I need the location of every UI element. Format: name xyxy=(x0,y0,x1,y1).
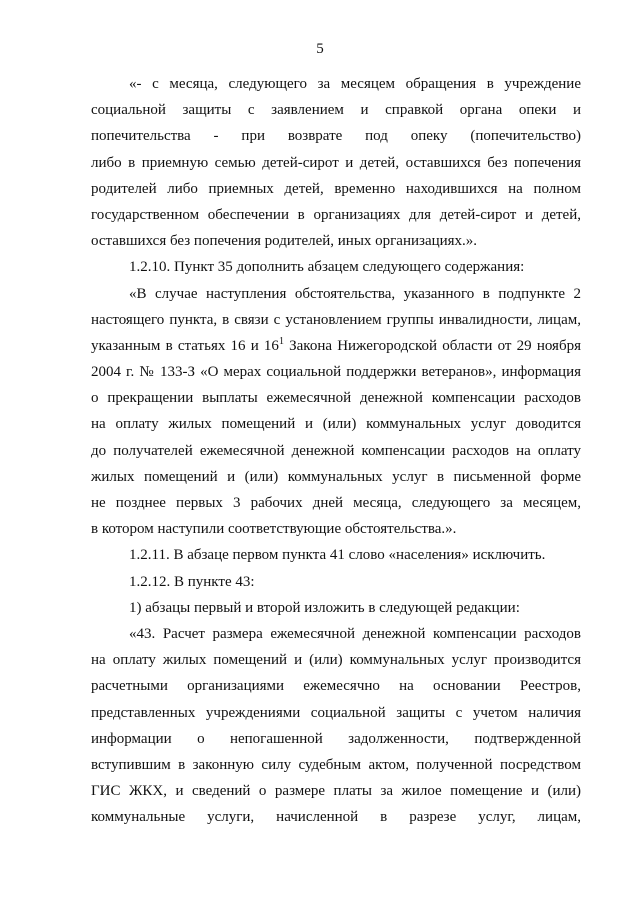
text-line: попечительства - при возврате под опеку (попечительство) xyxy=(91,128,581,145)
paragraph xyxy=(91,71,581,254)
text-line: расчетными организациями ежемесячно на основании Реестров, xyxy=(91,678,581,695)
text-line: оставшихся без попечения родителей, иных организациях.». xyxy=(91,233,478,250)
paragraph xyxy=(91,281,581,543)
text-line: «43. Расчет размера ежемесячной денежной компенсации расходов xyxy=(129,625,581,642)
text-line: жилых помещений и (или) коммунальных услуг в письменной форме xyxy=(91,468,581,485)
text-line: 1.2.11. В абзаце первом пункта 41 слово «населения» исключить. xyxy=(129,547,546,564)
text-line: «В случае наступления обстоятельства, указанного в подпункте 2 xyxy=(129,285,581,302)
page-number: 5 xyxy=(316,41,324,57)
text-line: на оплату жилых помещений и (или) коммунальных услуг производится xyxy=(91,652,581,669)
text-line: родителей либо приемных детей, временно находившихся на полном xyxy=(91,180,581,197)
paragraph xyxy=(91,569,581,595)
text-line: ГИС ЖКХ, и сведений о размере платы за жилое помещение и (или) xyxy=(91,783,581,800)
text-line: на оплату жилых помещений и (или) коммунальных услуг доводится xyxy=(91,416,581,433)
paragraph xyxy=(91,542,581,568)
text-line: «- с месяца, следующего за месяцем обращения в учреждение xyxy=(129,76,581,92)
text-line: вступившим в законную силу судебным актом, полученной посредством xyxy=(91,756,581,773)
paragraph xyxy=(91,621,581,831)
paragraph xyxy=(91,595,581,621)
text-line: 1) абзацы первый и второй изложить в следующей редакции: xyxy=(129,599,520,616)
text-fragment: Закона Нижегородской области от 29 ноября xyxy=(283,337,581,354)
text-line: коммунальные услуги, начисленной в разрезе услуг, лицам, xyxy=(91,809,581,826)
superscript: 1 xyxy=(278,335,284,347)
text-line: представленных учреждениями социальной защиты с учетом наличия xyxy=(91,704,581,721)
text-line-with-superscript xyxy=(91,333,581,359)
text-line: настоящего пункта, в связи с установлением группы инвалидности, лицам, xyxy=(91,311,581,328)
text-line: 1.2.12. В пункте 43: xyxy=(129,573,255,590)
text-line: государственном обеспечении в организациях для детей-сирот и детей, xyxy=(91,206,581,223)
document-body xyxy=(91,71,581,830)
text-line: 2004 г. № 133-З «О мерах социальной поддержки ветеранов», информация xyxy=(91,364,581,381)
text-line: 1.2.10. Пункт 35 дополнить абзацем следующего содержания: xyxy=(129,259,525,276)
paragraph xyxy=(91,254,581,280)
text-line: о прекращении выплаты ежемесячной денежной компенсации расходов xyxy=(91,390,581,407)
text-line: либо в приемную семью детей-сирот и детей, оставшихся без попечения xyxy=(91,154,581,171)
text-line: в котором наступили соответствующие обстоятельства.». xyxy=(91,521,457,538)
text-line: информации о непогашенной задолженности, подтвержденной xyxy=(91,730,581,747)
text-line: социальной защиты с заявлением и справкой органа опеки и xyxy=(91,102,581,119)
text-line: не позднее первых 3 рабочих дней месяца, следующего за месяцем, xyxy=(91,495,581,511)
text-line: до получателей ежемесячной денежной компенсации расходов на оплату xyxy=(91,442,581,459)
text-fragment: указанным в статьях 16 и 16 xyxy=(91,337,279,354)
